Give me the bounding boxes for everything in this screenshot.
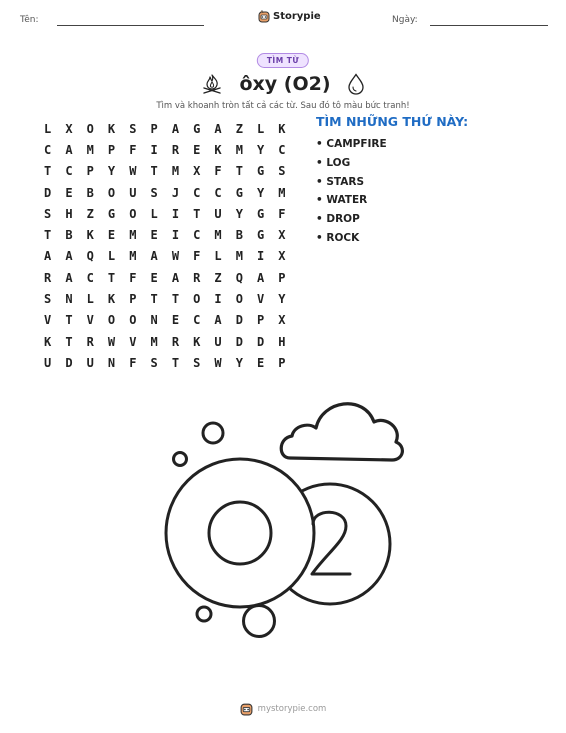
grid-cell[interactable]: V xyxy=(129,334,137,349)
grid-cell[interactable]: E xyxy=(257,355,265,370)
footer-url[interactable]: mystorypie.com xyxy=(257,704,327,714)
grid-cell[interactable]: P xyxy=(86,164,94,179)
grid-cell[interactable]: T xyxy=(171,355,180,370)
grid-cell[interactable]: Y xyxy=(257,142,265,157)
grid-cell[interactable]: F xyxy=(214,164,222,179)
grid-cell[interactable]: A xyxy=(65,142,73,157)
grid-cell[interactable]: L xyxy=(257,121,265,136)
grid-cell[interactable]: W xyxy=(214,355,222,370)
activity-badge: TÌM TỪ xyxy=(257,53,309,68)
grid-cell[interactable]: Q xyxy=(86,249,94,264)
grid-cell[interactable]: T xyxy=(150,292,158,307)
grid-cell[interactable]: O xyxy=(129,313,137,328)
grid-cell[interactable]: G xyxy=(107,206,116,221)
grid-cell[interactable]: J xyxy=(171,185,180,200)
grid-cell[interactable]: F xyxy=(278,206,286,221)
date-line[interactable] xyxy=(430,25,548,26)
grid-cell[interactable]: K xyxy=(44,334,52,349)
grid-cell[interactable]: Q xyxy=(235,270,243,285)
grid-cell[interactable]: S xyxy=(129,121,137,136)
grid-cell[interactable]: A xyxy=(257,270,265,285)
grid-cell[interactable]: C xyxy=(214,185,222,200)
grid-cell[interactable]: P xyxy=(278,355,286,370)
grid-cell[interactable]: Z xyxy=(235,121,243,136)
word-item: • DROP xyxy=(316,213,360,226)
grid-cell[interactable]: V xyxy=(86,313,94,328)
grid-cell[interactable]: W xyxy=(171,249,180,264)
grid-cell[interactable]: C xyxy=(86,270,94,285)
grid-cell[interactable]: F xyxy=(129,270,137,285)
name-line[interactable] xyxy=(57,25,204,26)
grid-cell[interactable]: E xyxy=(107,228,116,243)
grid-cell[interactable]: P xyxy=(129,292,137,307)
grid-cell[interactable]: I xyxy=(171,206,180,221)
grid-cell[interactable]: M xyxy=(171,164,180,179)
grid-cell[interactable]: A xyxy=(214,121,222,136)
grid-cell[interactable]: T xyxy=(235,164,243,179)
grid-cell[interactable]: I xyxy=(214,292,222,307)
grid-cell[interactable]: G xyxy=(257,228,265,243)
grid-cell[interactable]: Y xyxy=(257,185,265,200)
word-item: • CAMPFIRE xyxy=(316,138,387,150)
grid-cell[interactable]: D xyxy=(235,313,243,328)
grid-cell[interactable]: R xyxy=(171,142,180,157)
grid-cell[interactable]: C xyxy=(193,185,201,200)
grid-cell[interactable]: D xyxy=(44,185,52,200)
word-item: • ROCK xyxy=(316,231,360,244)
grid-cell[interactable]: U xyxy=(214,334,222,349)
grid-cell[interactable]: C xyxy=(193,228,201,243)
bubble xyxy=(174,453,187,466)
grid-cell[interactable]: H xyxy=(278,334,286,349)
grid-cell[interactable]: Y xyxy=(278,292,286,307)
grid-cell[interactable]: T xyxy=(150,164,158,179)
grid-cell[interactable]: Y xyxy=(235,355,243,370)
grid-cell[interactable]: E xyxy=(171,313,180,328)
grid-cell[interactable]: T xyxy=(171,292,180,307)
grid-cell[interactable]: Z xyxy=(214,270,222,285)
grid-cell[interactable]: R xyxy=(86,334,94,349)
grid-cell[interactable]: P xyxy=(278,270,286,285)
grid-cell[interactable]: D xyxy=(235,334,243,349)
grid-cell[interactable]: F xyxy=(193,249,201,264)
grid-cell[interactable]: S xyxy=(193,355,201,370)
grid-cell[interactable]: G xyxy=(235,185,243,200)
grid-cell[interactable]: C xyxy=(65,164,73,179)
grid-cell[interactable]: X xyxy=(193,164,201,179)
grid-cell[interactable]: M xyxy=(278,185,286,200)
grid-cell[interactable]: O xyxy=(193,292,201,307)
word-item: • LOG xyxy=(316,156,351,169)
name-label: Tên: xyxy=(20,15,39,25)
date-label: Ngày: xyxy=(392,15,418,25)
grid-cell[interactable]: E xyxy=(65,185,73,200)
grid-cell[interactable]: L xyxy=(107,249,116,264)
grid-cell[interactable]: G xyxy=(257,206,265,221)
oxygen-molecule-illustration[interactable] xyxy=(150,390,420,650)
grid-cell[interactable]: W xyxy=(129,164,137,179)
grid-cell[interactable]: D xyxy=(257,334,265,349)
grid-cell[interactable]: F xyxy=(129,142,137,157)
grid-cell[interactable]: U xyxy=(86,355,94,370)
grid-cell[interactable]: W xyxy=(107,334,116,349)
grid-cell[interactable]: A xyxy=(214,313,222,328)
grid-cell[interactable]: I xyxy=(171,228,180,243)
grid-cell[interactable]: S xyxy=(44,206,52,221)
brand-name: Storypie xyxy=(273,11,321,22)
word-list-title: TÌM NHỮNG THỨ NÀY: xyxy=(316,114,469,129)
word-search-grid[interactable] xyxy=(37,118,293,374)
grid-cell[interactable]: T xyxy=(193,206,201,221)
atom-circle-left xyxy=(166,459,314,607)
grid-cell[interactable]: U xyxy=(129,185,137,200)
grid-cell[interactable]: C xyxy=(278,142,286,157)
grid-cell[interactable]: C xyxy=(193,313,201,328)
grid-cell[interactable]: T xyxy=(44,164,52,179)
grid-cell[interactable]: I xyxy=(150,142,158,157)
grid-cell[interactable]: K xyxy=(107,292,116,307)
grid-cell[interactable]: V xyxy=(257,292,265,307)
grid-cell[interactable]: A xyxy=(65,270,73,285)
grid-cell[interactable]: Y xyxy=(235,206,243,221)
grid-cell[interactable]: Y xyxy=(107,164,116,179)
grid-cell[interactable]: X xyxy=(278,313,286,328)
storypie-logo-icon xyxy=(258,10,270,23)
grid-cell[interactable]: L xyxy=(150,206,158,221)
grid-cell[interactable]: M xyxy=(214,228,222,243)
word-item: • WATER xyxy=(316,194,368,207)
grid-cell[interactable]: C xyxy=(44,142,52,157)
grid-cell[interactable]: L xyxy=(44,121,52,136)
grid-cell[interactable]: O xyxy=(107,313,116,328)
cloud-shape xyxy=(281,404,402,460)
grid-cell[interactable]: D xyxy=(65,355,73,370)
bubble xyxy=(197,607,211,621)
title-row xyxy=(0,73,566,95)
grid-cell[interactable]: K xyxy=(214,142,222,157)
grid-cell[interactable]: X xyxy=(278,228,286,243)
grid-cell[interactable]: R xyxy=(171,334,180,349)
grid-cell[interactable]: U xyxy=(44,355,52,370)
grid-cell[interactable]: L xyxy=(214,249,222,264)
grid-cell[interactable]: I xyxy=(257,249,265,264)
grid-cell[interactable]: T xyxy=(107,270,116,285)
grid-cell[interactable]: M xyxy=(235,142,243,157)
grid-cell[interactable]: N xyxy=(65,292,73,307)
grid-cell[interactable]: A xyxy=(171,121,180,136)
grid-cell[interactable]: S xyxy=(44,292,52,307)
grid-cell[interactable]: G xyxy=(193,121,201,136)
grid-cell[interactable]: A xyxy=(44,249,52,264)
grid-cell[interactable]: S xyxy=(278,164,286,179)
bubble xyxy=(203,423,223,443)
grid-cell[interactable]: S xyxy=(150,185,158,200)
grid-cell[interactable]: P xyxy=(150,121,158,136)
grid-cell[interactable]: O xyxy=(235,292,243,307)
grid-cell[interactable]: A xyxy=(150,249,158,264)
grid-cell[interactable]: M xyxy=(129,249,137,264)
grid-cell[interactable]: N xyxy=(107,355,116,370)
grid-cell[interactable]: T xyxy=(65,313,73,328)
storypie-logo xyxy=(258,10,321,23)
word-item: • STARS xyxy=(316,175,365,188)
grid-cell[interactable]: K xyxy=(107,121,116,136)
grid-cell[interactable]: G xyxy=(257,164,265,179)
storypie-logo-icon xyxy=(240,702,253,716)
grid-cell[interactable]: O xyxy=(86,121,94,136)
grid-cell[interactable]: M xyxy=(150,334,158,349)
grid-cell[interactable]: E xyxy=(193,142,201,157)
grid-cell[interactable]: O xyxy=(129,206,137,221)
campfire-icon xyxy=(201,73,223,95)
grid-cell[interactable]: K xyxy=(86,228,94,243)
grid-cell[interactable]: K xyxy=(278,121,286,136)
grid-cell[interactable]: M xyxy=(129,228,137,243)
grid-cell[interactable]: B xyxy=(86,185,94,200)
footer xyxy=(0,702,566,716)
grid-cell[interactable]: N xyxy=(150,313,158,328)
grid-cell[interactable]: P xyxy=(107,142,116,157)
grid-cell[interactable]: E xyxy=(150,270,158,285)
grid-cell[interactable]: T xyxy=(65,334,73,349)
grid-cell[interactable]: E xyxy=(150,228,158,243)
grid-cell[interactable]: F xyxy=(129,355,137,370)
instruction-text: Tìm và khoanh tròn tất cả các từ. Sau đó tô màu bức tranh! xyxy=(156,101,410,111)
grid-cell[interactable]: R xyxy=(44,270,52,285)
grid-cell[interactable]: X xyxy=(278,249,286,264)
grid-cell[interactable]: B xyxy=(65,228,73,243)
grid-cell[interactable]: K xyxy=(193,334,201,349)
grid-cell[interactable]: A xyxy=(65,249,73,264)
grid-cell[interactable]: P xyxy=(257,313,265,328)
grid-cell[interactable]: S xyxy=(150,355,158,370)
grid-cell[interactable]: H xyxy=(65,206,73,221)
grid-cell[interactable]: A xyxy=(171,270,180,285)
grid-cell[interactable]: R xyxy=(193,270,201,285)
grid-cell[interactable]: X xyxy=(65,121,73,136)
grid-cell[interactable]: L xyxy=(86,292,94,307)
grid-cell[interactable]: O xyxy=(107,185,116,200)
grid-cell[interactable]: M xyxy=(235,249,243,264)
grid-cell[interactable]: V xyxy=(44,313,52,328)
grid-cell[interactable]: M xyxy=(86,142,94,157)
word-list xyxy=(316,137,387,250)
grid-cell[interactable]: Z xyxy=(86,206,94,221)
water-drop-icon xyxy=(347,73,365,95)
grid-cell[interactable]: U xyxy=(214,206,222,221)
grid-cell[interactable]: T xyxy=(44,228,52,243)
grid-cell[interactable]: B xyxy=(235,228,243,243)
bubble xyxy=(244,606,275,637)
page-title: ôxy (O2) xyxy=(239,73,331,95)
